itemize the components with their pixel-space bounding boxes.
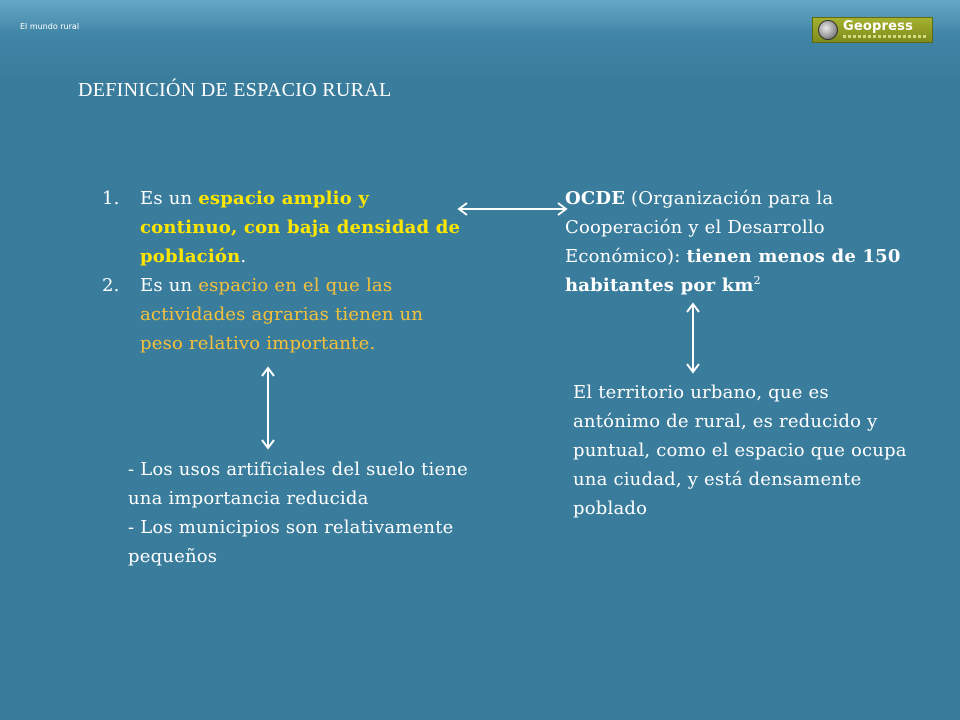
definition-prefix: Es un	[140, 188, 199, 209]
geopress-logo	[812, 17, 933, 43]
logo-emblem-icon	[818, 20, 838, 40]
definition-item-2	[102, 271, 467, 358]
ocde-definition	[565, 184, 905, 300]
definition-highlight: espacio en el que las actividades agrarias tienen un peso relativo importante.	[140, 275, 424, 354]
ocde-superscript: 2	[753, 274, 761, 287]
double-arrow-vertical-right-icon	[684, 300, 702, 376]
definition-number: 2.	[102, 275, 120, 296]
uses-line: - Los usos artificiales del suelo tiene una importancia reducida	[128, 459, 469, 509]
definition-highlight: espacio amplio y continuo, con baja densidad de población	[140, 188, 461, 267]
logo-text: Geopress	[843, 19, 914, 34]
double-arrow-vertical-left-icon	[259, 364, 277, 452]
definition-number: 1.	[102, 188, 120, 209]
logo-subtext	[843, 35, 927, 38]
ocde-acronym: OCDE	[565, 188, 626, 209]
ocde-criterion: tienen menos de 150 habitantes por km	[565, 246, 901, 296]
ocde-expansion: (Organización para la Cooperación y el Desarrollo Económico):	[565, 188, 834, 267]
urban-contrast: El territorio urbano, que es antónimo de rural, es reducido y puntual, como el espacio que ocupa una ciudad, y está densamente poblado	[573, 382, 907, 519]
definition-list	[102, 184, 467, 358]
double-arrow-horizontal-icon	[455, 200, 570, 218]
rural-characteristics	[128, 455, 488, 571]
definition-item-1	[102, 184, 467, 271]
definition-prefix: Es un	[140, 275, 199, 296]
municipios-line: - Los municipios son relativamente pequeños	[128, 517, 454, 567]
definition-suffix: .	[240, 246, 247, 267]
header-label: El mundo rural	[20, 22, 80, 31]
slide-title: DEFINICIÓN DE ESPACIO RURAL	[78, 79, 392, 101]
